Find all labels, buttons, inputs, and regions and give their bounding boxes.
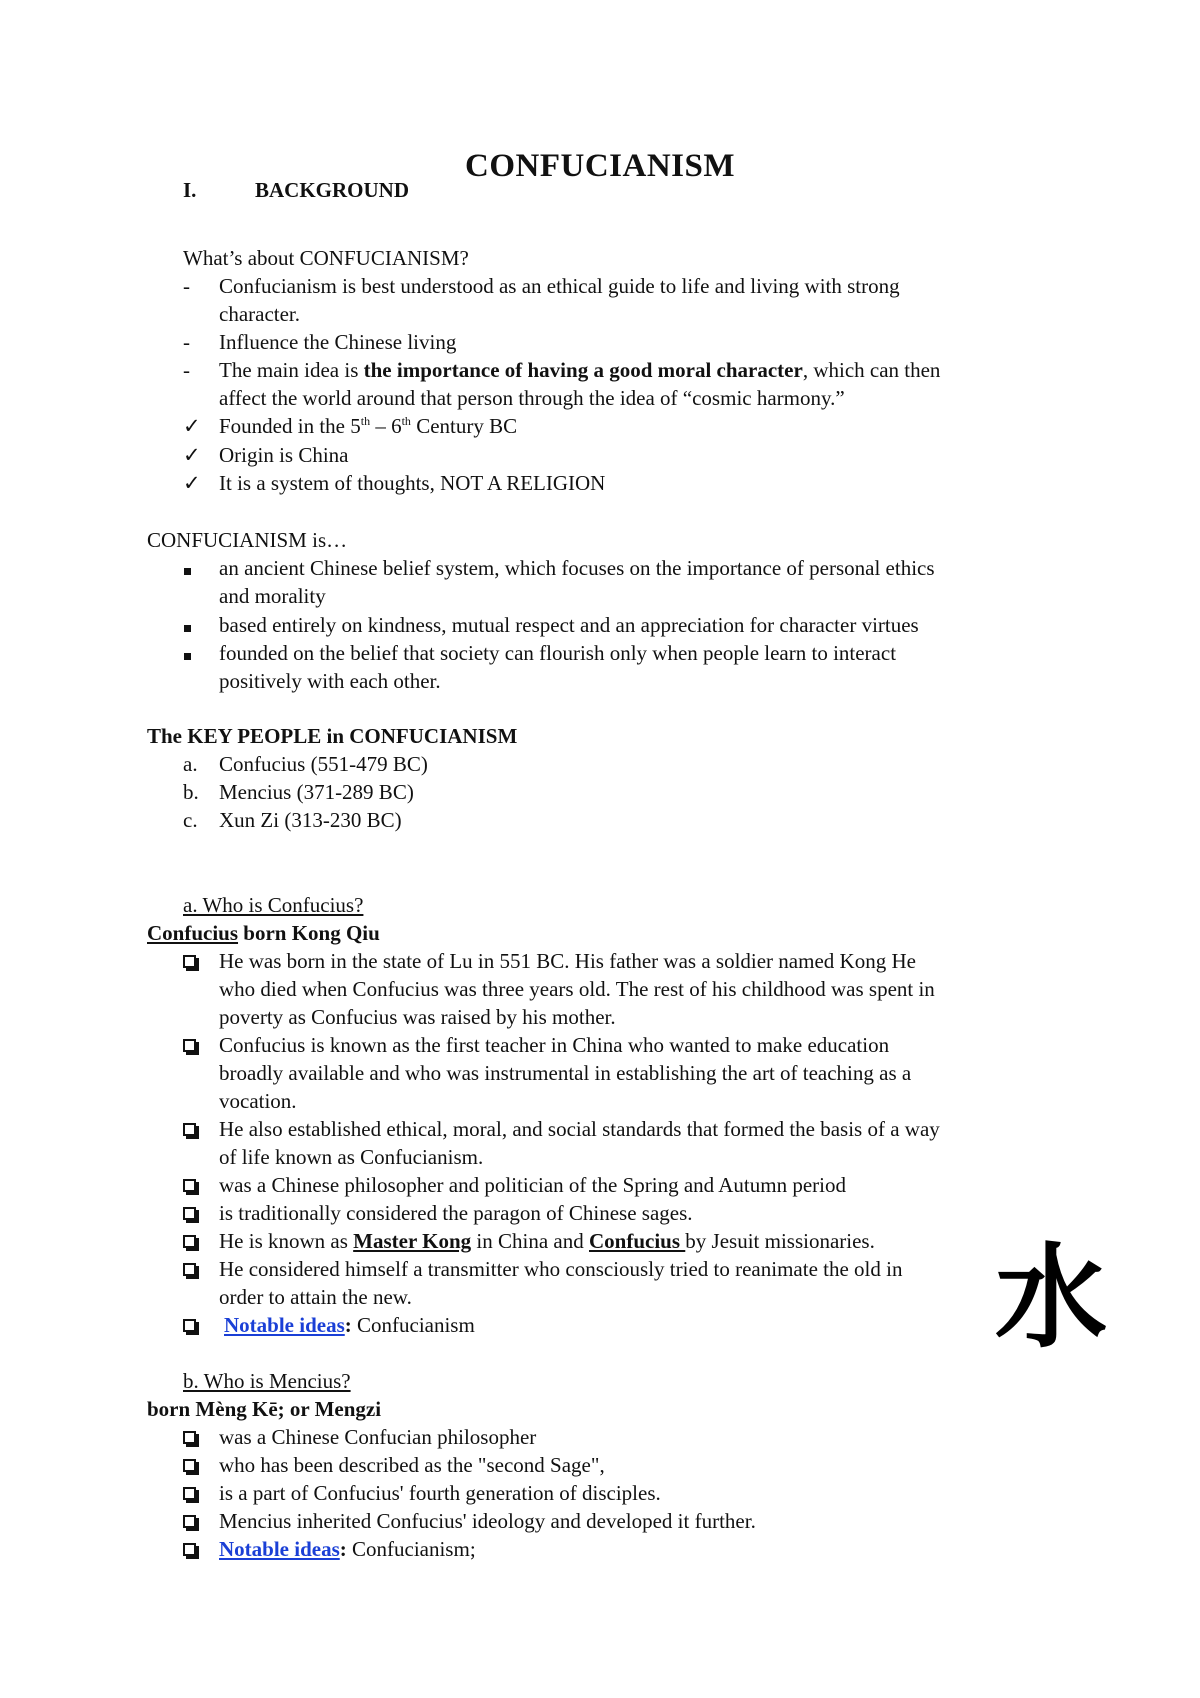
checkbox-icon [183, 1507, 209, 1535]
checkmark-icon: ✓ [183, 414, 201, 438]
key-person-b-letter: b. [183, 780, 199, 804]
document-title: CONFUCIANISM [465, 148, 735, 184]
confucius-heading [147, 919, 380, 947]
confucius-point-7-line-2: order to attain the new. [219, 1285, 412, 1309]
dash-item-3-line-2: affect the world around that person through the idea of “cosmic harmony.” [219, 386, 845, 410]
intro-question: What’s about CONFUCIANISM? [183, 246, 469, 270]
checkmark-icon: ✓ [183, 471, 201, 495]
is-heading: CONFUCIANISM is… [147, 528, 348, 552]
checkbox-icon [183, 1199, 209, 1227]
section-number: I. [183, 178, 197, 202]
key-person-c-letter: c. [183, 808, 198, 832]
key-person-b: Mencius (371-289 BC) [219, 780, 414, 804]
mencius-heading: born Mèng Kē; or Mengzi [147, 1397, 382, 1421]
confucius-point-7-line-1: He considered himself a transmitter who consciously tried to reanimate the old in [219, 1257, 903, 1281]
notable-ideas-colon: : [344, 1313, 352, 1337]
is-item-1-line-2: and morality [219, 584, 326, 608]
confucius-term: Confucius [589, 1229, 686, 1253]
confucius-point-5: is traditionally considered the paragon of Chinese sages. [219, 1201, 693, 1225]
checkbox-icon [183, 1535, 209, 1563]
is-item-1-line-1: an ancient Chinese belief system, which focuses on the importance of personal ethics [219, 556, 935, 580]
confucius-point-6-text: He is known as [219, 1229, 354, 1253]
dash-bullet: - [183, 330, 190, 354]
checkbox-icon [183, 1171, 209, 1199]
confucius-point-4: was a Chinese philosopher and politician of the Spring and Autumn period [219, 1173, 846, 1197]
dash-item-3-emphasis: the importance of having a good moral character [363, 358, 803, 382]
mencius-point-2: who has been described as the "second Sage", [219, 1453, 605, 1477]
confucius-point-6-tail: by Jesuit missionaries. [685, 1229, 875, 1253]
key-person-a: Confucius (551-479 BC) [219, 752, 428, 776]
confucius-point-6 [219, 1227, 875, 1255]
mencius-question: b. Who is Mencius? [183, 1369, 351, 1393]
check-item-1-mid: – 6 [370, 414, 402, 438]
confucius-point-1-line-3: poverty as Confucius was raised by his mother. [219, 1005, 616, 1029]
mencius-point-5 [219, 1535, 476, 1563]
confucius-point-1-line-1: He was born in the state of Lu in 551 BC. His father was a soldier named Kong He [219, 949, 916, 973]
check-item-1-sup-2: th [401, 414, 411, 428]
checkbox-icon [183, 1031, 209, 1059]
mencius-point-1: was a Chinese Confucian philosopher [219, 1425, 537, 1449]
confucius-born: born Kong Qiu [238, 921, 380, 945]
notable-ideas-value: Confucianism; [346, 1537, 476, 1561]
square-bullet-icon [184, 611, 210, 639]
dash-bullet: - [183, 358, 190, 382]
check-item-1-text: Founded in the 5 [219, 414, 361, 438]
dash-item-1-line-1: Confucianism is best understood as an ethical guide to life and living with strong [219, 274, 900, 298]
mencius-point-4: Mencius inherited Confucius' ideology and developed it further. [219, 1509, 756, 1533]
confucius-point-2-line-3: vocation. [219, 1089, 297, 1113]
checkbox-icon [183, 1227, 209, 1255]
confucius-point-3-line-2: of life known as Confucianism. [219, 1145, 484, 1169]
checkbox-icon [183, 1255, 209, 1283]
square-bullet-icon [184, 554, 210, 582]
notable-ideas-link[interactable]: Notable ideas [219, 1537, 340, 1561]
checkbox-icon [183, 1115, 209, 1143]
notable-ideas-colon: : [339, 1537, 347, 1561]
is-item-2: based entirely on kindness, mutual respect and an appreciation for character virtues [219, 613, 919, 637]
master-kong-term: Master Kong [353, 1229, 472, 1253]
confucius-question: a. Who is Confucius? [183, 893, 364, 917]
confucius-point-1-line-2: who died when Confucius was three years old. The rest of his childhood was spent in [219, 977, 935, 1001]
confucius-name: Confucius [147, 921, 239, 945]
is-item-3-line-2: positively with each other. [219, 669, 441, 693]
water-character-image: 水 [995, 1233, 1107, 1363]
check-item-3: It is a system of thoughts, NOT A RELIGION [219, 471, 606, 495]
section-heading: BACKGROUND [255, 178, 410, 202]
confucius-point-2-line-2: broadly available and who was instrumental in establishing the art of teaching as a [219, 1061, 912, 1085]
checkbox-icon [183, 947, 209, 975]
check-item-1-tail: Century BC [410, 414, 518, 438]
notable-ideas-value: Confucianism [351, 1313, 475, 1337]
key-people-heading: The KEY PEOPLE in CONFUCIANISM [147, 724, 518, 748]
notable-ideas-link[interactable]: Notable ideas [224, 1313, 345, 1337]
dash-item-3-tail: , which can then [802, 358, 941, 382]
checkbox-icon [183, 1423, 209, 1451]
check-item-1 [219, 412, 517, 440]
confucius-point-3-line-1: He also established ethical, moral, and social standards that formed the basis of a way [219, 1117, 940, 1141]
confucius-point-6-mid: in China and [471, 1229, 589, 1253]
dash-item-1-line-2: character. [219, 302, 301, 326]
checkbox-icon [183, 1479, 209, 1507]
checkmark-icon: ✓ [183, 443, 201, 467]
checkbox-icon [183, 1451, 209, 1479]
key-person-a-letter: a. [183, 752, 198, 776]
square-bullet-icon [184, 639, 210, 667]
confucius-point-8 [224, 1311, 475, 1339]
dash-item-3-line-1 [219, 356, 940, 384]
key-person-c: Xun Zi (313-230 BC) [219, 808, 402, 832]
dash-item-2: Influence the Chinese living [219, 330, 457, 354]
checkbox-icon [183, 1311, 209, 1339]
mencius-point-3: is a part of Confucius' fourth generation of disciples. [219, 1481, 661, 1505]
confucius-point-2-line-1: Confucius is known as the first teacher in China who wanted to make education [219, 1033, 890, 1057]
check-item-1-sup-1: th [360, 414, 371, 428]
dash-bullet: - [183, 274, 190, 298]
check-item-2: Origin is China [219, 443, 349, 467]
is-item-3-line-1: founded on the belief that society can flourish only when people learn to interact [219, 641, 897, 665]
dash-item-3-text: The main idea is [219, 358, 364, 382]
